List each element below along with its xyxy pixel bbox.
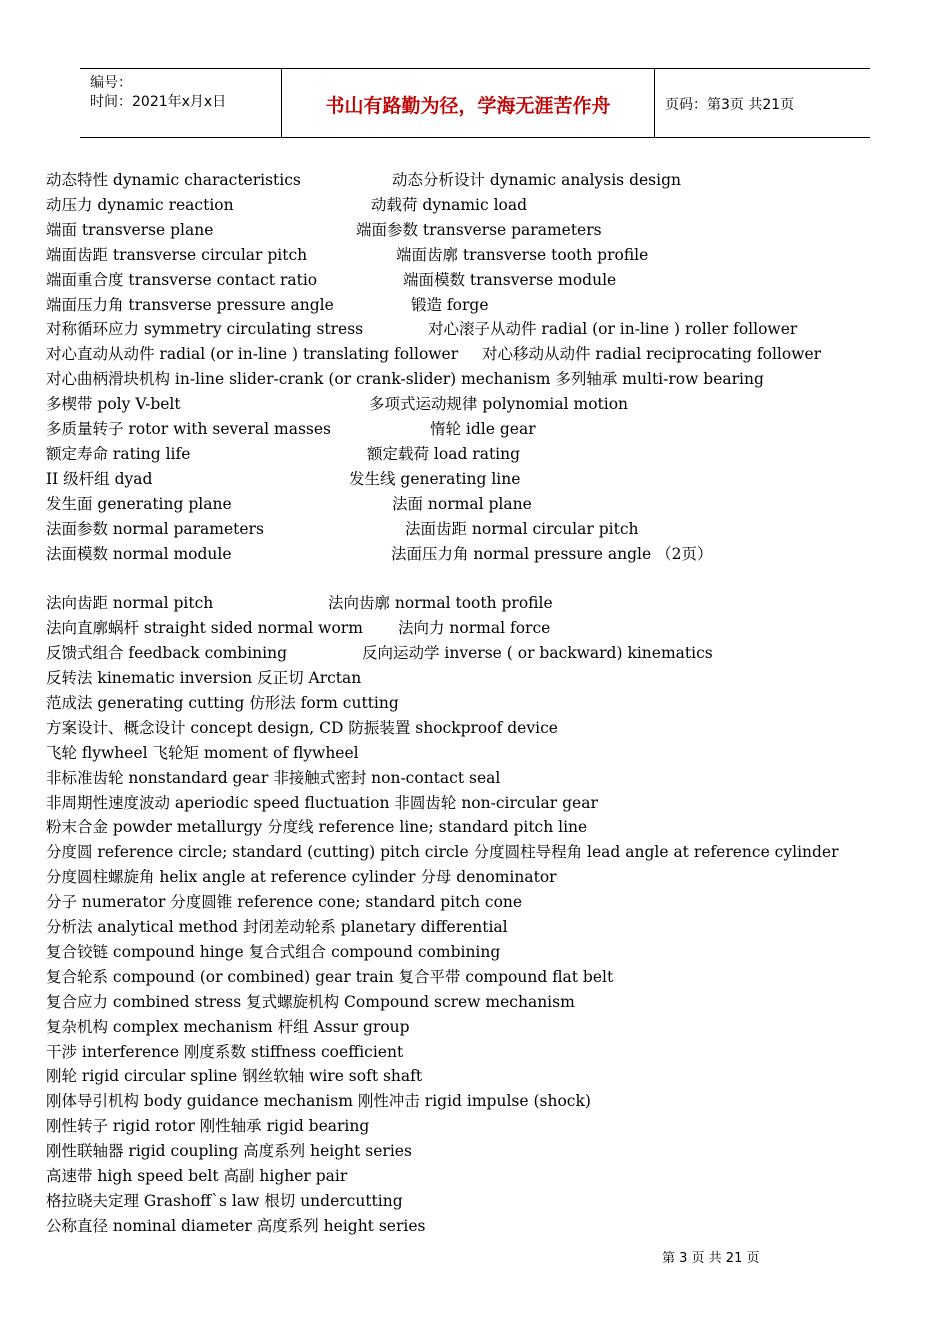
glossary-row bbox=[46, 1189, 403, 1214]
glossary-row bbox=[46, 268, 617, 293]
glossary-term: 分度圆柱螺旋角 helix angle at reference cylinder 分母 denominator bbox=[46, 868, 557, 887]
glossary-row bbox=[46, 616, 551, 641]
header-middle-cell bbox=[282, 69, 655, 137]
glossary-row bbox=[46, 317, 798, 342]
glossary-term: 复合轮系 compound (or combined) gear train 复合平带 compound flat belt bbox=[46, 967, 614, 986]
glossary-term-second: 端面模数 transverse module bbox=[403, 270, 617, 289]
page-footer: 第 3 页 共 21 页 bbox=[662, 1251, 760, 1266]
glossary-term-second: 动载荷 dynamic load bbox=[371, 195, 528, 214]
glossary-term: 飞轮 flywheel 飞轮矩 moment of flywheel bbox=[46, 743, 359, 762]
glossary-term: 对心直动从动件 radial (or in-line ) translating follower bbox=[46, 345, 459, 364]
glossary-term: 分度圆 reference circle; standard (cutting) pitch circle 分度圆柱导程角 lead angle at reference cylinder bbox=[46, 843, 839, 862]
glossary-row bbox=[46, 641, 713, 666]
glossary-row bbox=[46, 1139, 412, 1164]
glossary-term-second: 法向齿廓 normal tooth profile bbox=[328, 594, 553, 613]
glossary-term: II 级杆组 dyad bbox=[46, 469, 153, 488]
page-header bbox=[80, 68, 870, 138]
glossary-term: 反馈式组合 feedback combining bbox=[46, 644, 288, 663]
glossary-row bbox=[46, 243, 649, 268]
glossary-term-second: 法面压力角 normal pressure angle （2页） bbox=[391, 544, 713, 563]
glossary-term-second: 惰轮 idle gear bbox=[430, 420, 536, 438]
glossary-row bbox=[46, 293, 489, 318]
glossary-term: 格拉晓夫定理 Grashoff`s law 根切 undercutting bbox=[46, 1191, 403, 1210]
glossary-term: 端面重合度 transverse contact ratio bbox=[46, 270, 318, 289]
glossary-term-second: 端面参数 transverse parameters bbox=[356, 220, 602, 239]
glossary-term-second: 对心移动从动件 radial reciprocating follower bbox=[482, 345, 822, 364]
glossary-row bbox=[46, 1214, 425, 1239]
glossary-term: 对称循环应力 symmetry circulating stress bbox=[46, 320, 364, 339]
glossary-row bbox=[46, 168, 681, 193]
glossary-term: 额定寿命 rating life bbox=[46, 444, 191, 463]
glossary-term: 多楔带 poly V-belt bbox=[46, 395, 181, 414]
glossary-term: 刚性联轴器 rigid coupling 高度系列 height series bbox=[46, 1142, 412, 1161]
glossary-term-second: 法面齿距 normal circular pitch bbox=[405, 519, 639, 538]
glossary-row bbox=[46, 666, 361, 691]
glossary-term: 粉末合金 powder metallurgy 分度线 reference line; standard pitch line bbox=[46, 818, 588, 837]
glossary-term: 发生面 generating plane bbox=[46, 494, 232, 513]
glossary-row bbox=[46, 815, 587, 840]
glossary-row bbox=[46, 940, 500, 965]
glossary-term: 动压力 dynamic reaction bbox=[46, 195, 234, 214]
glossary-row bbox=[46, 691, 399, 716]
glossary-term: 分析法 analytical method 封闭差动轮系 planetary differential bbox=[46, 918, 508, 936]
glossary-term: 法向齿距 normal pitch bbox=[46, 594, 214, 613]
glossary-term-second: 多项式运动规律 polynomial motion bbox=[369, 395, 629, 414]
glossary-term: 反转法 kinematic inversion 反正切 Arctan bbox=[46, 669, 362, 687]
glossary-row bbox=[46, 392, 629, 417]
header-page-info: 页码：第3页 共21页 bbox=[665, 97, 795, 113]
glossary-row bbox=[46, 442, 521, 467]
document-time: 时间：2021年x月x日 bbox=[90, 94, 227, 110]
glossary-term: 方案设计、概念设计 concept design, CD 防振装置 shockproof device bbox=[46, 718, 558, 737]
glossary-row bbox=[46, 840, 839, 865]
glossary-term: 法面参数 normal parameters bbox=[46, 519, 264, 538]
glossary-term-second: 法面 normal plane bbox=[392, 494, 532, 513]
glossary-row bbox=[46, 965, 613, 990]
glossary-row bbox=[46, 741, 359, 766]
glossary-row bbox=[46, 1114, 369, 1139]
glossary-term-second: 反向运动学 inverse ( or backward) kinematics bbox=[362, 644, 713, 663]
glossary-term: 非周期性速度波动 aperiodic speed fluctuation 非圆齿轮 non-circular gear bbox=[46, 793, 598, 812]
glossary-row bbox=[46, 591, 553, 616]
glossary-row bbox=[46, 890, 522, 915]
glossary-row bbox=[46, 218, 602, 243]
glossary-term: 动态特性 dynamic characteristics bbox=[46, 171, 301, 189]
glossary-row bbox=[46, 467, 521, 492]
glossary-row bbox=[46, 716, 558, 741]
glossary-term: 非标准齿轮 nonstandard gear 非接触式密封 non-contact seal bbox=[46, 768, 501, 787]
glossary-row bbox=[46, 1164, 347, 1189]
glossary-row bbox=[46, 915, 508, 940]
glossary-term: 法面模数 normal module bbox=[46, 544, 232, 563]
glossary-term-second: 法向力 normal force bbox=[398, 619, 551, 638]
header-left-cell bbox=[80, 69, 282, 137]
glossary-row bbox=[46, 193, 528, 218]
header-right-cell bbox=[655, 69, 870, 137]
glossary-term-second: 对心滚子从动件 radial (or in-line ) roller follower bbox=[428, 320, 798, 339]
glossary-row bbox=[46, 1015, 410, 1040]
glossary-term: 复杂机构 complex mechanism 杆组 Assur group bbox=[46, 1017, 410, 1036]
glossary-term: 公称直径 nominal diameter 高度系列 height series bbox=[46, 1216, 426, 1235]
glossary-term: 范成法 generating cutting 仿形法 form cutting bbox=[46, 693, 399, 712]
glossary-term-second: 发生线 generating line bbox=[349, 469, 521, 488]
glossary-term: 多质量转子 rotor with several masses bbox=[46, 420, 331, 438]
glossary-term-second: 锻造 forge bbox=[411, 295, 489, 314]
header-motto: 书山有路勤为径，学海无涯苦作舟 bbox=[325, 95, 611, 117]
glossary-term: 分子 numerator 分度圆锥 reference cone; standard pitch cone bbox=[46, 893, 523, 912]
glossary-row bbox=[46, 1064, 422, 1089]
glossary-term: 高速带 high speed belt 高副 higher pair bbox=[46, 1167, 348, 1185]
glossary-term-second: 动态分析设计 dynamic analysis design bbox=[392, 171, 681, 189]
glossary-term: 端面齿距 transverse circular pitch bbox=[46, 245, 308, 264]
glossary-term: 法向直廓蜗杆 straight sided normal worm bbox=[46, 619, 363, 638]
glossary-term: 刚性转子 rigid rotor 刚性轴承 rigid bearing bbox=[46, 1117, 370, 1136]
glossary-term: 端面 transverse plane bbox=[46, 220, 214, 239]
glossary-row bbox=[46, 542, 713, 567]
glossary-term: 干涉 interference 刚度系数 stiffness coefficient bbox=[46, 1042, 404, 1061]
glossary-term: 复合应力 combined stress 复式螺旋机构 Compound screw mechanism bbox=[46, 992, 575, 1011]
glossary-term: 复合铰链 compound hinge 复合式组合 compound combining bbox=[46, 942, 501, 961]
document-number-label: 编号： bbox=[90, 75, 132, 91]
glossary-row bbox=[46, 417, 536, 442]
glossary-row bbox=[46, 1089, 591, 1114]
glossary-term-second: 端面齿廓 transverse tooth profile bbox=[396, 245, 649, 264]
glossary-row bbox=[46, 492, 532, 517]
glossary-row bbox=[46, 517, 639, 542]
glossary-term-second: 额定载荷 load rating bbox=[367, 444, 521, 463]
glossary-row bbox=[46, 766, 500, 791]
glossary-row bbox=[46, 990, 575, 1015]
glossary-row bbox=[46, 1040, 403, 1065]
glossary-term: 端面压力角 transverse pressure angle bbox=[46, 295, 334, 314]
glossary-term: 刚体导引机构 body guidance mechanism 刚性冲击 rigid impulse (shock) bbox=[46, 1092, 591, 1111]
glossary-term: 刚轮 rigid circular spline 钢丝软轴 wire soft shaft bbox=[46, 1067, 423, 1086]
glossary-row bbox=[46, 367, 764, 392]
glossary-term: 对心曲柄滑块机构 in-line slider-crank (or crank-slider) mechanism 多列轴承 multi-row bearing bbox=[46, 370, 764, 389]
glossary-row bbox=[46, 791, 598, 816]
glossary-row bbox=[46, 342, 822, 367]
glossary-row bbox=[46, 865, 557, 890]
